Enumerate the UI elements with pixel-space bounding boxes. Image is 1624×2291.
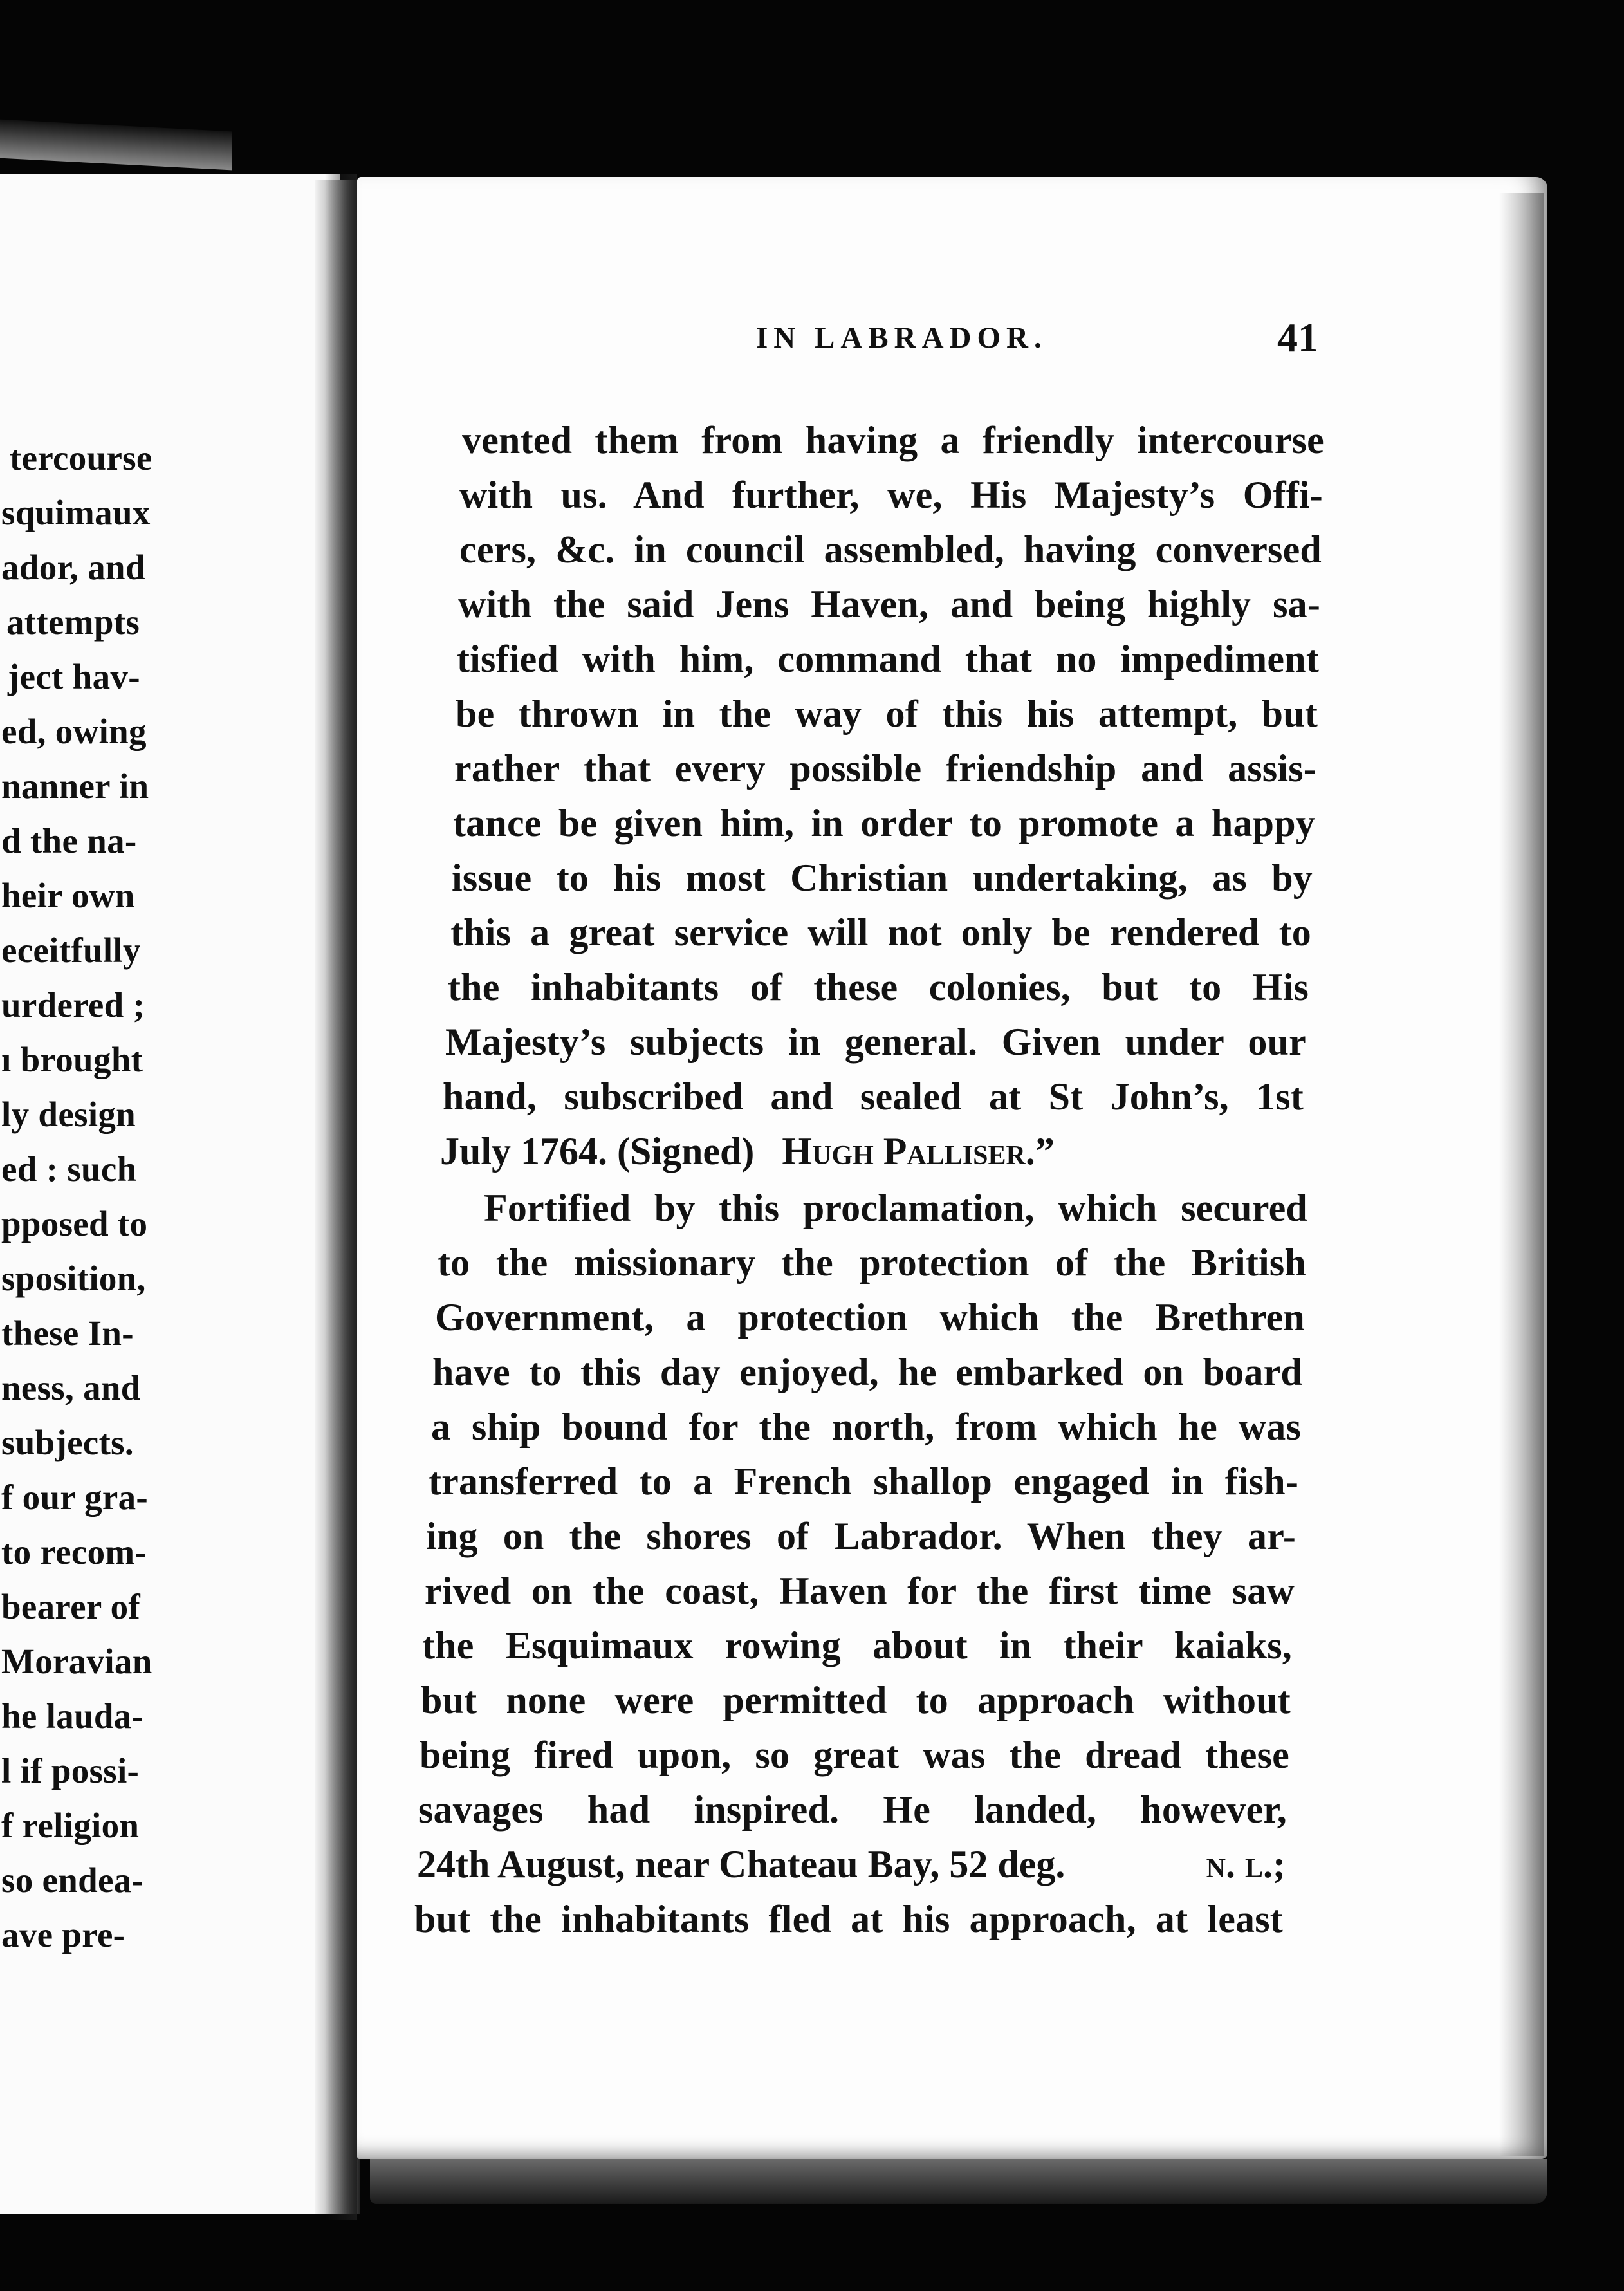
left-line: ador, and <box>1 548 145 587</box>
text-line: Majesty’s subjects in general. Given under our <box>445 1021 1306 1063</box>
left-line: ly design <box>1 1095 136 1134</box>
text-line: Government, a protection which the Brethren <box>435 1296 1305 1339</box>
page-bottom-edge <box>370 2159 1547 2204</box>
left-line: f religion <box>1 1806 140 1845</box>
text-line: transferred to a French shallop engaged in fish- <box>429 1460 1298 1503</box>
signature-date: July 1764. (Signed) <box>440 1130 755 1173</box>
text-line: ing on the shores of Labrador. When they ar- <box>426 1515 1296 1557</box>
text-line: vented them from having a friendly intercourse <box>462 419 1324 461</box>
text-line: being fired upon, so great was the dread these <box>420 1734 1289 1776</box>
left-line: ject hav- <box>8 657 140 696</box>
text-line: a ship bound for the north, from which he was <box>431 1405 1301 1448</box>
left-line: bearer of <box>1 1587 141 1626</box>
text-line: the inhabitants of these colonies, but to His <box>448 966 1309 1008</box>
left-line: f our gra- <box>1 1478 149 1517</box>
text-line: with the said Jens Haven, and being highly sa- <box>458 583 1320 626</box>
gutter-shadow <box>325 174 357 2220</box>
text-line: be thrown in the way of this his attempt, but <box>456 692 1318 735</box>
text-line: tance be given him, in order to promote a happy <box>453 802 1315 844</box>
text-line: but the inhabitants fled at his approach, at least <box>414 1898 1283 1940</box>
left-line: ave pre- <box>1 1915 125 1954</box>
text-line: tisfied with him, command that no impediment <box>457 638 1319 680</box>
left-line: sposition, <box>1 1259 146 1298</box>
left-line: subjects. <box>1 1423 134 1462</box>
left-line: attempts <box>6 602 140 642</box>
signatory-name: Hugh Palliser.” <box>782 1130 1055 1173</box>
left-line: d the na- <box>1 821 137 860</box>
left-line: nanner in <box>1 766 149 806</box>
left-line: ness, and <box>1 1368 141 1407</box>
latitude-line <box>417 1842 1286 1887</box>
text-line: rived on the coast, Haven for the first time saw <box>425 1570 1295 1612</box>
page-number: 41 <box>1277 315 1318 360</box>
left-line: l if possi- <box>1 1751 140 1790</box>
left-line: ed, owing <box>1 712 147 751</box>
left-line: ed : such <box>1 1149 137 1189</box>
text-line: savages had inspired. He landed, however, <box>418 1788 1287 1831</box>
left-line: pposed to <box>1 1204 148 1243</box>
text-line: rather that every possible friendship and assis- <box>454 747 1316 790</box>
left-line: Moravian <box>1 1642 152 1681</box>
text-line: the Esquimaux rowing about in their kaiaks, <box>422 1624 1292 1667</box>
text-line: but none were permitted to approach without <box>421 1679 1291 1721</box>
left-line: so endea- <box>1 1860 144 1900</box>
left-line: to recom- <box>1 1532 147 1572</box>
left-line: urdered ; <box>1 985 145 1025</box>
text-line: have to this day enjoyed, he embarked on board <box>432 1351 1302 1393</box>
signature-line <box>440 1129 1055 1174</box>
running-head: IN LABRADOR. <box>756 321 1047 355</box>
left-line: these In- <box>1 1313 134 1353</box>
left-line: heir own <box>1 876 135 915</box>
latitude-text: 24th August, near Chateau Bay, 52 deg. <box>417 1843 1066 1886</box>
left-line: eceitfully <box>1 931 141 970</box>
left-line: squimaux <box>1 493 151 532</box>
left-line: ı brought <box>1 1040 143 1079</box>
page-edge-shadow <box>1499 193 1544 2156</box>
left-line: tercourse <box>10 438 152 478</box>
text-line: hand, subscribed and sealed at St John’s, 1st <box>443 1075 1304 1118</box>
text-line: with us. And further, we, His Majesty’s Offi- <box>459 474 1323 516</box>
text-line: to the missionary the protection of the British <box>438 1241 1306 1284</box>
latitude-abbrev: n. l.; <box>1206 1843 1286 1886</box>
paragraph-first-line: Fortified by this proclamation, which secured <box>484 1187 1307 1229</box>
text-line: issue to his most Christian undertaking, as by <box>452 857 1313 899</box>
text-line: cers, &c. in council assembled, having conversed <box>459 528 1322 571</box>
text-line: this a great service will not only be rendered to <box>450 911 1311 954</box>
left-line: he lauda- <box>1 1696 144 1736</box>
